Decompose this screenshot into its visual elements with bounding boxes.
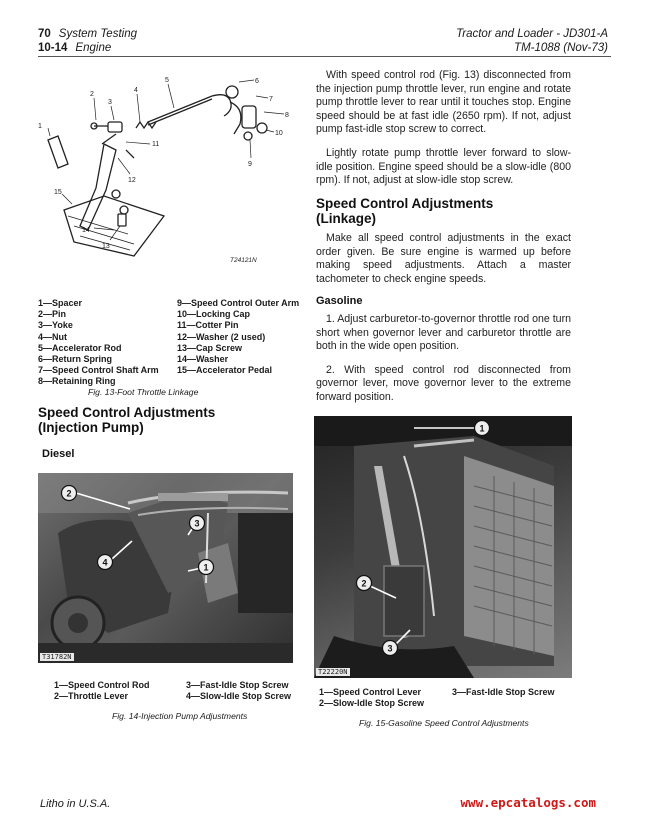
document-code: TM-1088 (Nov-73): [514, 42, 608, 54]
fig14-callout-1: 1: [203, 562, 209, 573]
gasoline-subheading: Gasoline: [316, 295, 363, 307]
diesel-subheading: Diesel: [42, 448, 75, 460]
page-header-left: [38, 27, 137, 55]
fig13-legend-left: [38, 298, 159, 388]
legend-item: 4—Nut: [38, 331, 67, 342]
litho-footer: Litho in U.S.A.: [40, 798, 111, 810]
fig14-callout-3: 3: [194, 518, 200, 529]
gasoline-step-1: 1. Adjust carburetor-to-governor throttle rod one turn short when governor lever and carburetor throttle are both in the wide open position.: [316, 313, 571, 353]
legend-item: 13—Cap Screw: [177, 342, 243, 353]
section-title: System Testing: [58, 28, 137, 40]
fig13-num-4: 4: [134, 87, 138, 94]
gasoline-steps: [316, 313, 571, 415]
right-column-intro: [316, 69, 571, 198]
legend-item: 5—Accelerator Rod: [38, 342, 122, 353]
header-rule: [38, 56, 611, 57]
page-header-right: [456, 27, 608, 55]
fig15-callout-3: 3: [387, 643, 393, 654]
legend-item: 14—Washer: [177, 354, 229, 365]
paragraph-slow-idle: Lightly rotate pump throttle lever forward to slow-idle position. Engine speed should be a slow-idle (800 rpm). If not, adjust at slow-idle stop screw.: [316, 146, 571, 187]
legend-item: 2—Throttle Lever: [54, 691, 129, 702]
legend-item: 2—Pin: [38, 309, 67, 320]
legend-item: 1—Speed Control Rod: [54, 680, 150, 690]
fig15-gasoline-governor-photo: [314, 416, 572, 678]
fig13-num-11: 11: [152, 141, 160, 148]
legend-item: 11—Cotter Pin: [177, 320, 239, 331]
heading-line-1: Speed Control Adjustments: [316, 196, 494, 211]
fig13-num-8: 8: [285, 112, 289, 119]
fig13-num-2: 2: [90, 91, 94, 98]
fig15-photo-overlay: [314, 416, 572, 678]
legend-item: 6—Return Spring: [38, 354, 113, 365]
legend-item: 8—Retaining Ring: [38, 376, 116, 387]
legend-item: 7—Speed Control Shaft Arm: [38, 365, 159, 376]
fig13-num-15: 15: [54, 189, 62, 196]
website-watermark[interactable]: www.epcatalogs.com: [460, 795, 596, 810]
legend-item: 3—Fast-Idle Stop Screw: [452, 687, 555, 697]
fig14-legend-left: [54, 680, 150, 702]
fig14-art-code: T31782N: [42, 653, 72, 661]
legend-item: 9—Speed Control Outer Arm: [177, 298, 300, 308]
fig13-num-12: 12: [128, 177, 136, 184]
legend-item: 10—Locking Cap: [177, 309, 251, 320]
linkage-instructions: [316, 232, 571, 296]
legend-item: 1—Spacer: [38, 298, 83, 308]
heading-line-2: (Linkage): [316, 211, 377, 226]
fig13-num-7: 7: [269, 96, 273, 103]
fig13-num-14: 14: [82, 227, 90, 234]
fig14-caption: Fig. 14-Injection Pump Adjustments: [112, 711, 248, 721]
paragraph-order: Make all speed control adjustments in the exact order given. Be sure engine is warmed up before making speed adjustments. Attach a master tachometer to check engine speeds.: [316, 232, 571, 285]
heading-line-2: (Injection Pump): [38, 420, 144, 435]
legend-item: 12—Washer (2 used): [177, 331, 266, 342]
sub-section-title: Engine: [75, 42, 112, 54]
fig15-callout-1: 1: [479, 423, 485, 434]
fig14-callout-4: 4: [102, 557, 108, 568]
fig13-art-code: T24121N: [230, 257, 257, 264]
fig15-callout-2: 2: [361, 578, 367, 589]
legend-item: 4—Slow-Idle Stop Screw: [186, 691, 292, 702]
fig13-num-9: 9: [248, 161, 252, 168]
page-number: 70: [38, 28, 51, 40]
fig15-caption: Fig. 15-Gasoline Speed Control Adjustments: [359, 718, 529, 728]
legend-item: 3—Fast-Idle Stop Screw: [186, 680, 289, 690]
legend-item: 2—Slow-Idle Stop Screw: [319, 698, 425, 709]
fig14-legend-right: [186, 680, 291, 702]
fig15-legend-left: [319, 687, 424, 709]
fig13-linkage-drawing: [34, 70, 296, 292]
fig14-photo-overlay: [38, 473, 293, 663]
fig13-caption: Fig. 13-Foot Throttle Linkage: [88, 387, 199, 397]
fig13-num-1: 1: [38, 123, 42, 130]
paragraph-fast-idle: With speed control rod (Fig. 13) disconnected from the injection pump throttle lever, run engine and rotate pump throttle lever to rear until it touches stop. Engine speed should be at fast idle (2650 rpm). If not, adjust pump fast-idle stop screw to correct.: [316, 69, 571, 136]
fig13-num-6: 6: [255, 78, 259, 85]
legend-item: 15—Accelerator Pedal: [177, 365, 273, 376]
heading-line-1: Speed Control Adjustments: [38, 405, 216, 420]
fig13-num-13: 13: [102, 243, 110, 250]
fig13-num-5: 5: [165, 77, 169, 84]
injection-pump-heading: [38, 405, 215, 435]
sub-page-number: 10-14: [38, 42, 68, 54]
linkage-heading: [316, 196, 493, 226]
legend-item: 3—Yoke: [38, 320, 73, 331]
legend-item: 1—Speed Control Lever: [319, 687, 422, 697]
fig14-injection-pump-photo: [38, 473, 293, 663]
fig14-callout-2: 2: [66, 488, 72, 499]
gasoline-step-2: 2. With speed control rod disconnected from governor lever, move governor lever to the extreme forward position.: [316, 363, 571, 403]
fig15-legend-right: [452, 687, 555, 698]
fig15-art-code: T22220N: [318, 668, 348, 676]
fig13-legend-right: [177, 298, 299, 376]
document-title: Tractor and Loader - JD301-A: [456, 28, 608, 40]
fig13-num-3: 3: [108, 99, 112, 106]
fig13-num-10: 10: [275, 130, 283, 137]
